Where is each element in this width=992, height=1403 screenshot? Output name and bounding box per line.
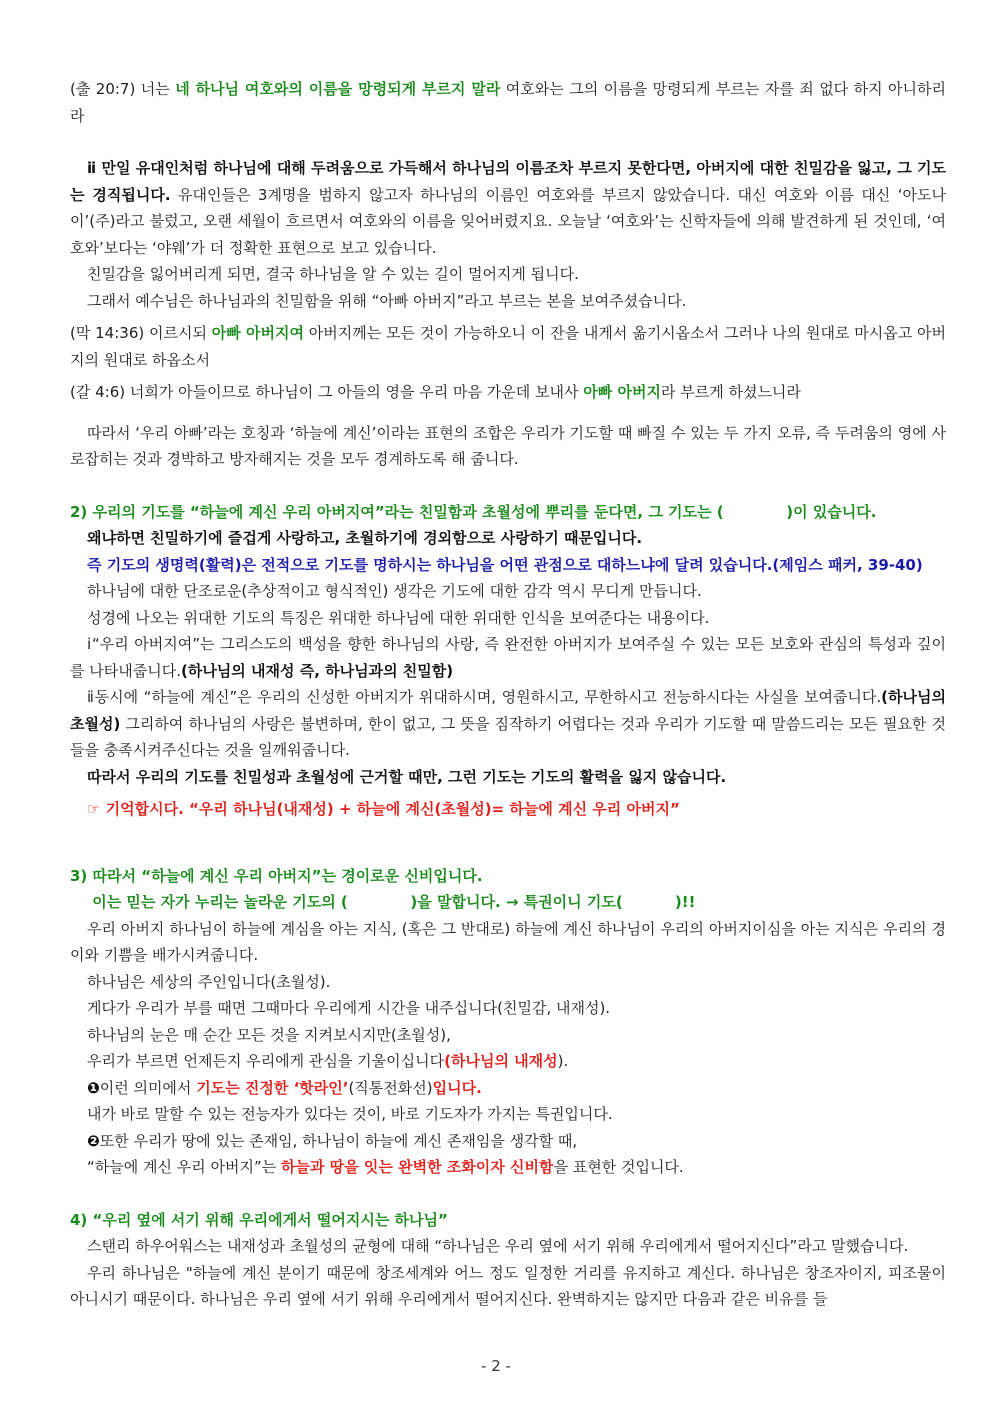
text-run: 여호와는 그의 이름을 망령되게 부르는 자를 죄 없다 하지 아니하리라 (70, 80, 946, 125)
text-run: 아빠 아버지여 (211, 324, 304, 342)
text-run: (출 20:7) 너는 (70, 80, 176, 98)
text-run: ☞ (87, 800, 106, 818)
text-run: ❶ (87, 1078, 100, 1097)
document-body (70, 76, 946, 1313)
paragraph (70, 764, 946, 791)
text-run: 게다가 우리가 부를 때면 그때마다 우리에게 시간을 내주십니다(친밀감, 내재성). (87, 999, 611, 1017)
paragraph (70, 420, 946, 473)
text-run: ❷ (87, 1131, 100, 1150)
paragraph (70, 261, 946, 288)
text-run: (하나님의 초월성) (70, 688, 946, 733)
paragraph (70, 863, 946, 890)
paragraph (70, 1233, 946, 1260)
paragraph (70, 631, 946, 684)
text-run: 따라서 ‘우리 아빠’라는 호칭과 ‘하늘에 계신’이라는 표현의 조합은 우리가 기도할 때 빠질 수 있는 두 가지 오류, 즉 두려움의 영에 사로잡히는 것과 경박하고 방자해지는 것을 모두 경계하도록 해 줍니다. (70, 423, 946, 468)
text-run: ⅱ동시에 “하늘에 계신”은 우리의 신성한 아버지가 위대하시며, 영원하시고, 무한하시고 전능하시다는 사실을 보여줍니다. (87, 688, 882, 706)
text-run: 우리 하나님은 "하늘에 계신 분이기 때문에 창조세계와 어느 정도 일정한 거리를 유지하고 계신다. 하나님은 창조자이지, 피조물이 아니시기 때문이다. 하나님은 우리 옆에 서기 위해 우리에게서 떨어지신다. 완벽하지는 않지만 다음과 같은 비유를 들 (70, 1263, 946, 1308)
text-run: 그래서 예수님은 하나님과의 친밀함을 위해 “아빠 아버지”라고 부르는 본을 보여주셨습니다. (87, 291, 687, 310)
paragraph (70, 1207, 946, 1234)
text-run: 따라서 우리의 기도를 친밀성과 초월성에 근거할 때만, 그런 기도는 기도의 활력을 잃지 않습니다. (87, 767, 727, 786)
text-run: 4) “우리 옆에 서기 위해 우리에게서 떨어지시는 하나님” (70, 1210, 448, 1229)
text-run: 이런 의미에서 (99, 1078, 197, 1097)
text-run: ⅰ“우리 아버지여”는 그리스도의 백성을 향한 하나님의 사랑, 즉 완전한 아버지가 보여주실 수 있는 모든 보호와 관심의 특성과 깊이를 나타내줍니다. (70, 635, 946, 680)
text-run: 2) 우리의 기도를 “하늘에 계신 우리 아버지여”라는 친밀함과 초월성에 뿌리를 둔다면, 그 기도는 ( )이 있습니다. (70, 502, 877, 521)
text-run: (갈 4:6) 너희가 아들이므로 하나님이 그 아들의 영을 우리 마음 가운데 보내사 (70, 383, 584, 401)
paragraph (70, 320, 946, 373)
paragraph (70, 1075, 946, 1102)
text-run: 친밀감을 잃어버리게 되면, 결국 하나님을 알 수 있는 길이 멀어지게 됩니다. (87, 265, 579, 283)
paragraph (70, 525, 946, 552)
text-run: ). (557, 1052, 569, 1070)
paragraph (70, 605, 946, 632)
text-run: (직통전화선) (348, 1078, 433, 1097)
text-run: 아버지께는 모든 것이 가능하오니 이 잔을 내게서 옮기시옵소서 그러나 나의 원대로 마시옵고 아버지의 원대로 하옵소서 (70, 324, 947, 369)
text-run: 하늘과 땅을 잇는 완벽한 조화이자 신비함 (281, 1158, 554, 1176)
paragraph (70, 684, 946, 764)
text-run: 유대인들은 3계명을 범하지 않고자 하나님의 이름인 여호와를 부르지 않았습니다. 대신 여호와 이름 대신 ‘아도나이’(주)라고 불렀고, 오랜 세월이 흐르면서 여호와의 이름을 잊어버렸지요. 오늘날 ‘여호와’는 신학자들에 의해 발견하게 된 것인데, ‘여호와’보다는 ‘야웨’가 더 정확한 표현으로 보고 있습니다. (70, 185, 946, 257)
text-run: 성경에 나오는 위대한 기도의 특징은 위대한 하나님에 대한 위대한 인식을 보여준다는 내용이다. (87, 608, 710, 627)
text-run: 기억합시다. “우리 하나님(내재성) + 하늘에 계신(초월성)= 하늘에 계신 우리 아버지” (105, 800, 680, 818)
text-run: “하늘에 계신 우리 아버지”는 (87, 1158, 282, 1176)
text-run: 하나님에 대한 단조로운(추상적이고 형식적인) 생각은 기도에 대한 감각 역시 무디게 만듭니다. (87, 582, 702, 600)
paragraph (70, 1101, 946, 1128)
text-run: 라 부르게 하셨느니라 (660, 383, 801, 401)
text-run: 또한 우리가 땅에 있는 존재임, 하나님이 하늘에 계신 존재임을 생각할 때, (99, 1131, 578, 1150)
text-run: 3) 따라서 “하늘에 계신 우리 아버지”는 경이로운 신비입니다. (70, 866, 483, 885)
page-number: - 2 - (481, 1357, 511, 1375)
text-run: 우리가 부르면 언제든지 우리에게 관심을 기울이십니다 (87, 1052, 445, 1070)
text-run: ⅱ 만일 유대인처럼 하나님에 대해 두려움으로 가득해서 하나님의 이름조차 부르지 못한다면, 아버지에 대한 친밀감을 잃고, 그 기도는 경직됩니다. (70, 159, 946, 204)
paragraph (70, 288, 946, 315)
text-run: 왜냐하면 친밀하기에 즐겁게 사랑하고, 초월하기에 경외함으로 사랑하기 때문입니다. (87, 529, 643, 547)
text-run: 스탠리 하우어워스는 내재성과 초월성의 균형에 대해 “하나님은 우리 옆에 서기 위해 우리에게서 떨어지신다”라고 말했습니다. (87, 1237, 909, 1255)
text-run: (하나님의 내재성 즉, 하나님과의 친밀함) (180, 661, 454, 680)
paragraph (70, 578, 946, 605)
paragraph (70, 995, 946, 1022)
paragraph (70, 969, 946, 996)
paragraph (70, 1128, 946, 1155)
text-run: 입니다. (432, 1078, 482, 1097)
paragraph (70, 1260, 946, 1313)
paragraph (70, 889, 946, 916)
paragraph (70, 552, 946, 579)
paragraph (70, 1022, 946, 1049)
paragraph (70, 499, 946, 526)
text-run: 즉 기도의 생명력(활력)은 전적으로 기도를 명하시는 하나님을 어떤 관점으로 대하느냐에 달려 있습니다.(제임스 패커, 39-40) (87, 555, 923, 574)
paragraph (70, 1048, 946, 1075)
paragraph (70, 155, 946, 261)
text-run: 을 표현한 것입니다. (553, 1158, 684, 1176)
paragraph (70, 796, 946, 823)
text-run: 그리하여 하나님의 사랑은 불변하며, 한이 없고, 그 뜻을 짐작하기 어렵다는 것과 우리가 기도할 때 말씀드리는 모든 필요한 것들을 충족시켜주신다는 것을 일깨워줍니다. (70, 714, 946, 759)
paragraph (70, 916, 946, 969)
text-run: 네 하나님 여호와의 이름을 망령되게 부르지 말라 (175, 80, 501, 98)
text-run: (하나님의 내재성 (444, 1052, 558, 1070)
text-run: 하나님은 세상의 주인입니다(초월성). (87, 972, 331, 991)
text-run: 아빠 아버지 (583, 383, 661, 401)
text-run: 내가 바로 말할 수 있는 전능자가 있다는 것이, 바로 기도자가 가지는 특권입니다. (87, 1105, 613, 1123)
text-run: (막 14:36) 이르시되 (70, 324, 212, 342)
text-run: 기도는 진정한 ‘핫라인’ (196, 1078, 349, 1097)
paragraph (70, 76, 946, 129)
paragraph (70, 379, 946, 406)
text-run: 우리 아버지 하나님이 하늘에 계심을 아는 지식, (혹은 그 반대로) 하늘에 계신 하나님이 우리의 아버지이심을 아는 지식은 우리의 경이와 기쁨을 배가시켜줍니다. (70, 919, 946, 964)
text-run: 이는 믿는 자가 누리는 놀라운 기도의 ( )을 말합니다. → 특권이니 기도( )!! (87, 893, 696, 911)
paragraph (70, 1154, 946, 1181)
text-run: 하나님의 눈은 매 순간 모든 것을 지켜보시지만(초월성), (87, 1025, 451, 1044)
